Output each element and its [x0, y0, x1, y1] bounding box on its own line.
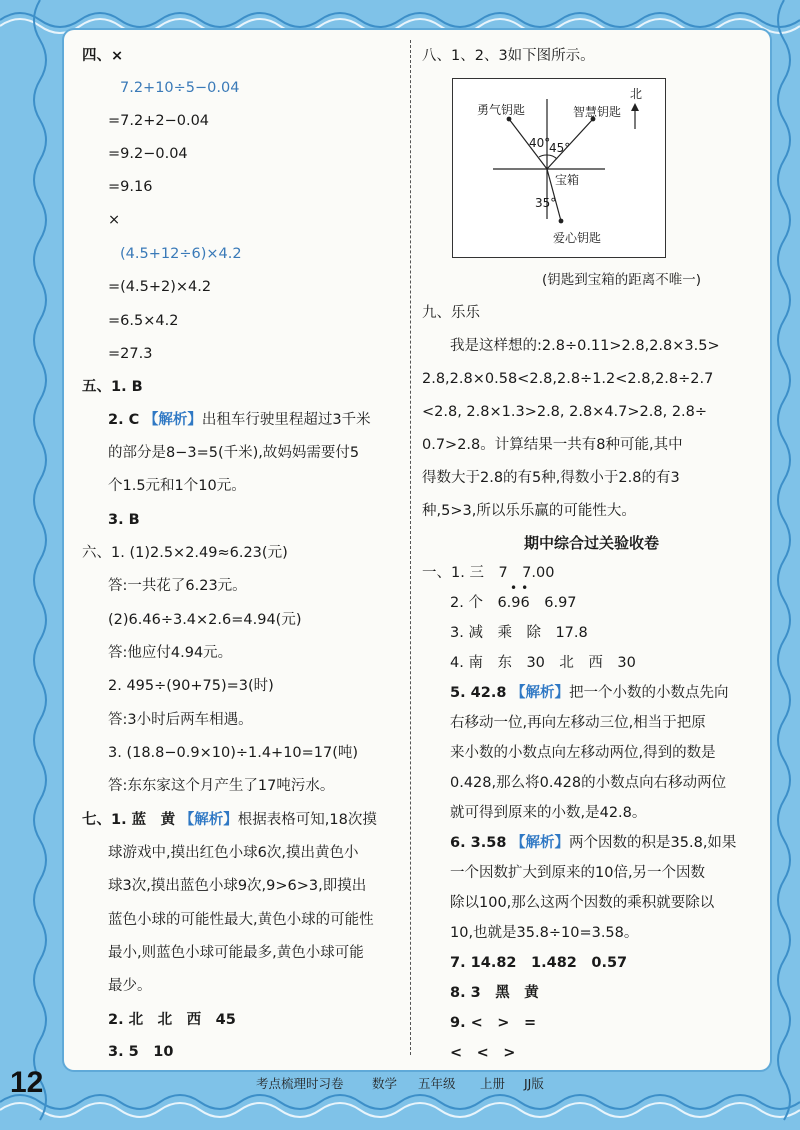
- exam-q9-row1: 9. < > =: [450, 1015, 537, 1031]
- exam-q9-row2: < < >: [450, 1045, 516, 1061]
- exam-title: 期中综合过关验收卷: [524, 534, 660, 552]
- exam-q4: 4. 南 东 30 北 西 30: [450, 655, 636, 671]
- question-number: 七、1. 蓝 黄: [82, 812, 176, 828]
- courage-key-label: 勇气钥匙: [477, 103, 526, 117]
- expression-line: =6.5×4.2: [108, 313, 179, 329]
- footer-subject: 数学: [372, 1076, 398, 1091]
- exam-q2: 2. 个 6.96 6.97: [450, 595, 577, 611]
- analysis-tag: 【解析】: [511, 685, 570, 701]
- angle-35-label: 35°: [535, 196, 557, 210]
- exam-q5: [450, 683, 729, 703]
- text-line: 两个因数的积是35.8,如果: [569, 835, 737, 851]
- section-6-q3: 3. (18.8−0.9×10)÷1.4+10=17(吨): [108, 745, 359, 761]
- expression-line: =(4.5+2)×4.2: [108, 279, 212, 295]
- footer-edition: JJ版: [524, 1076, 544, 1091]
- text-line: 我是这样想的:2.8÷0.11>2.8,2.8×3.5>: [450, 338, 720, 354]
- text-line: 个1.5元和1个10元。: [108, 478, 246, 494]
- text-line: 右移动一位,再向左移动三位,相当于把原: [450, 715, 706, 731]
- section-5-q3: 3. B: [108, 512, 140, 528]
- analysis-tag: 【解析】: [143, 412, 202, 428]
- footer-series: 考点梳理时习卷: [256, 1076, 344, 1091]
- exam-q7: 7. 14.82 1.482 0.57: [450, 955, 628, 971]
- text-line: 蓝色小球的可能性最大,黄色小球的可能性: [108, 912, 374, 928]
- answer-line: 答:一共花了6.23元。: [108, 578, 247, 594]
- page-number: 12: [10, 1066, 44, 1099]
- text-line: 一个因数扩大到原来的10倍,另一个因数: [450, 865, 706, 881]
- section-7-q2: 2. 北 北 西 45: [108, 1012, 236, 1028]
- text-line: 除以100,那么这两个因数的乘积就要除以: [450, 895, 715, 911]
- wave-border-right: [770, 0, 800, 1130]
- wave-border-left: [0, 0, 60, 1130]
- footer-volume: 上册: [480, 1076, 506, 1091]
- section-7-q1: [82, 810, 377, 830]
- wisdom-key-label: 智慧钥匙: [573, 105, 622, 119]
- text-line: 最少。: [108, 978, 152, 994]
- section-5-q2: [108, 410, 371, 430]
- text-line: 的部分是8−3=5(千米),故妈妈需要付5: [108, 445, 360, 461]
- section-5-q1: 五、1. B: [82, 379, 143, 395]
- analysis-tag: 【解析】: [511, 835, 570, 851]
- section-4-title: 四、×: [82, 48, 124, 64]
- north-label: 北: [630, 87, 643, 101]
- love-key-label: 爱心钥匙: [553, 231, 602, 245]
- expression-line: (4.5+12÷6)×4.2: [120, 246, 242, 262]
- text-line: 得数大于2.8的有5种,得数小于2.8的有3: [422, 470, 680, 486]
- answer-line: 答:东东家这个月产生了17吨污水。: [108, 778, 335, 794]
- wave-border-top: [0, 0, 800, 34]
- expression-line: =7.2+2−0.04: [108, 113, 210, 129]
- exam-q1: 一、1. 三 7 7.00: [422, 565, 555, 581]
- angle-40-label: 40°: [529, 136, 551, 150]
- treasure-label: 宝箱: [555, 173, 580, 187]
- text-line: 球游戏中,摸出红色小球6次,摸出黄色小: [108, 845, 359, 861]
- cross-mark: ×: [108, 212, 121, 228]
- exam-q3: 3. 减 乘 除 17.8: [450, 625, 588, 641]
- expression-line: =9.2−0.04: [108, 146, 188, 162]
- repeating-decimal-dots: ••: [510, 581, 533, 595]
- text-line: 根据表格可知,18次摸: [237, 812, 377, 828]
- text-line: 0.428,那么将0.428的小数点向右移动两位: [450, 775, 727, 791]
- section-6-q1: 六、1. (1)2.5×2.49≈6.23(元): [82, 545, 288, 561]
- exam-q6: [450, 833, 736, 853]
- text-line: 10,也就是35.8÷10=3.58。: [450, 925, 639, 941]
- analysis-tag: 【解析】: [179, 812, 238, 828]
- answer-line: 答:3小时后两车相遇。: [108, 712, 253, 728]
- answer-line: 答:他应付4.94元。: [108, 645, 233, 661]
- expression-line: =9.16: [108, 179, 153, 195]
- distance-note: (钥匙到宝箱的距离不唯一): [542, 272, 702, 288]
- section-9-title: 九、乐乐: [422, 305, 480, 321]
- section-6-q2: 2. 495÷(90+75)=3(时): [108, 678, 274, 694]
- expression-line: (2)6.46÷3.4×2.6=4.94(元): [108, 612, 302, 628]
- section-8-title: 八、1、2、3如下图所示。: [422, 48, 595, 64]
- text-line: 最小,则蓝色小球可能最多,黄色小球可能: [108, 945, 364, 961]
- text-line: 出租车行驶里程超过3千米: [201, 412, 371, 428]
- section-7-q3: 3. 5 10: [108, 1044, 174, 1060]
- answer-page: [64, 30, 770, 1070]
- text-line: <2.8, 2.8×1.3>2.8, 2.8×4.7>2.8, 2.8÷: [422, 404, 708, 420]
- question-number: 5. 42.8: [450, 685, 507, 701]
- angle-45-label: 45°: [549, 141, 571, 155]
- text-line: 把一个小数的小数点先向: [569, 685, 729, 701]
- expression-line: =27.3: [108, 346, 153, 362]
- text-line: 0.7>2.8。计算结果一共有8种可能,其中: [422, 437, 683, 453]
- text-line: 来小数的小数点向左移动两位,得到的数是: [450, 745, 716, 761]
- treasure-direction-diagram: [452, 78, 666, 258]
- text-line: 球3次,摸出蓝色小球9次,9>6>3,即摸出: [108, 878, 367, 894]
- wave-border-bottom: [0, 1080, 800, 1130]
- text-line: 就可得到原来的小数,是42.8。: [450, 805, 647, 821]
- text-line: 种,5>3,所以乐乐赢的可能性大。: [422, 503, 636, 519]
- column-divider: [410, 40, 411, 1055]
- question-number: 2. C: [108, 412, 140, 428]
- exam-q8: 8. 3 黑 黄: [450, 985, 539, 1001]
- text-line: 2.8,2.8×0.58<2.8,2.8÷1.2<2.8,2.8÷2.7: [422, 371, 714, 387]
- footer-grade: 五年级: [418, 1076, 456, 1091]
- question-number: 6. 3.58: [450, 835, 507, 851]
- expression-line: 7.2+10÷5−0.04: [120, 80, 240, 96]
